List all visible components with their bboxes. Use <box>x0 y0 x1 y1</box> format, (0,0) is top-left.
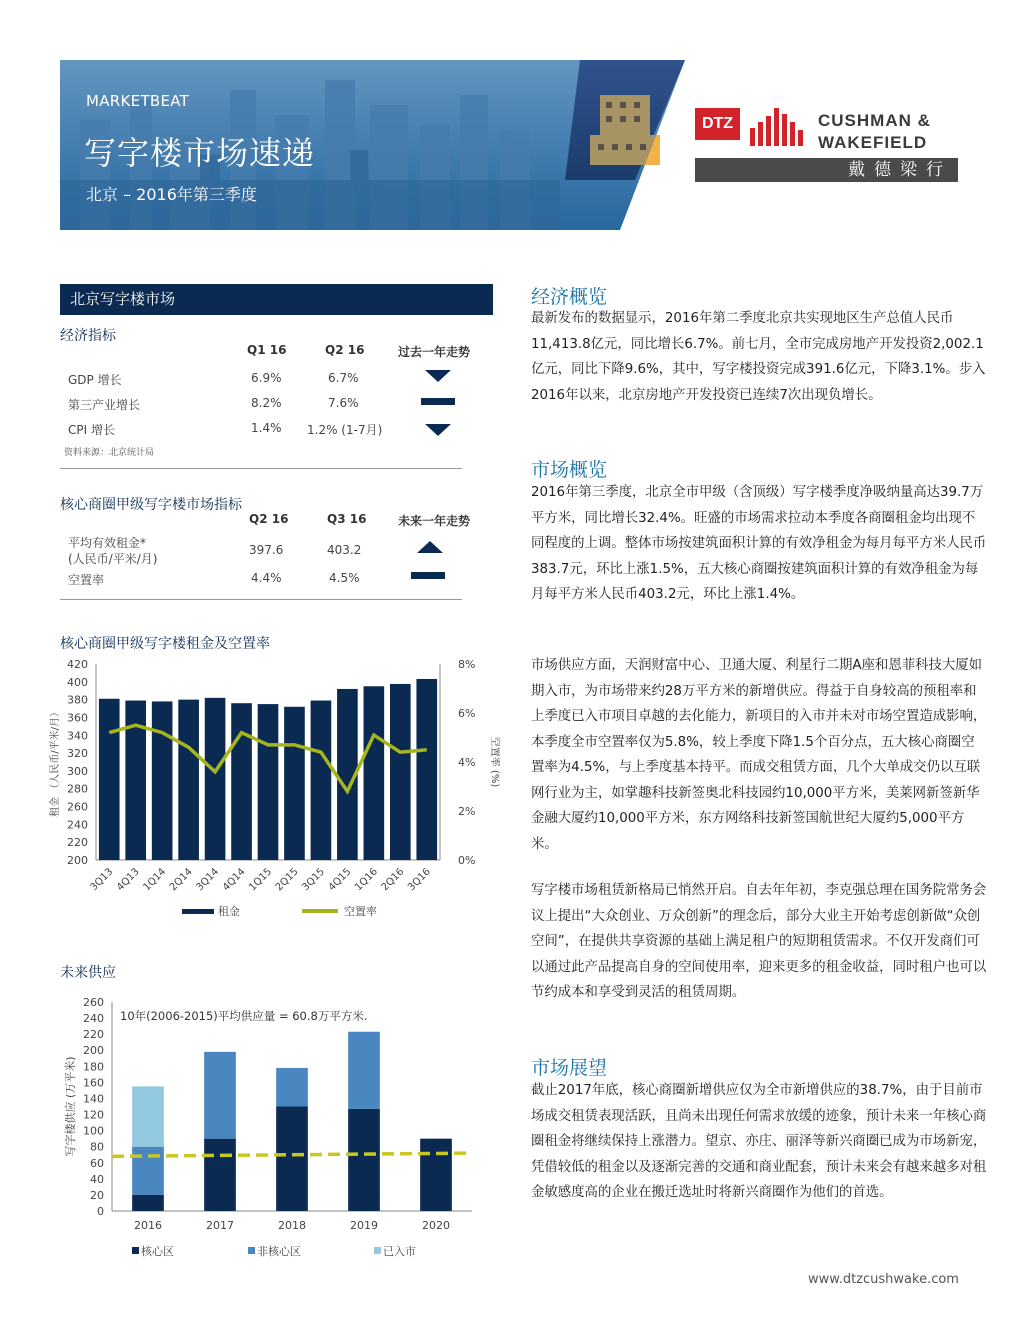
econ-row-label: 第三产业增长 <box>68 398 141 412</box>
rent-bar <box>311 701 332 860</box>
econ-row-label: GDP 增长 <box>68 373 122 387</box>
econ-row-v2: 1.2% (1-7月) <box>307 423 383 437</box>
supply-bar-segment <box>420 1139 452 1211</box>
rent-bar <box>205 698 226 860</box>
y-tick-label: 80 <box>90 1140 104 1154</box>
trend-down-icon <box>423 369 453 383</box>
trend-down-icon <box>423 423 453 437</box>
legend-label: 非核心区 <box>257 1245 301 1258</box>
x-tick-label: 3Q15 <box>300 866 328 894</box>
core-row-label: 空置率 <box>68 573 105 587</box>
rent-bar <box>99 699 120 860</box>
legend-label-rent: 租金 <box>218 905 240 918</box>
y-tick-label: 220 <box>83 1028 104 1042</box>
econ-row-v1: 6.9% <box>251 371 282 385</box>
y-tick-label: 420 <box>67 658 88 671</box>
econ-source: 资料来源：北京统计局 <box>64 448 155 458</box>
x-tick-label: 2019 <box>350 1219 378 1232</box>
header-accent <box>463 284 493 315</box>
supply-bar-segment <box>132 1147 164 1195</box>
x-tick-label: 2016 <box>134 1219 162 1232</box>
cushman-logo-icon <box>748 104 812 146</box>
y-tick-label: 120 <box>83 1108 104 1122</box>
y-tick-label: 320 <box>67 747 88 761</box>
x-tick-label: 1Q15 <box>247 866 275 894</box>
supply-chart-title: 未来供应 <box>60 965 116 981</box>
footer-url-link[interactable]: www.dtzcushwake.com <box>808 1272 959 1287</box>
dtz-logo: DTZ <box>695 108 740 140</box>
marketbeat-label: MARKETBEAT <box>86 92 190 110</box>
supply-bar-segment <box>132 1086 164 1146</box>
y-tick-label: 180 <box>83 1060 104 1074</box>
trend-flat-icon <box>421 397 457 407</box>
core-row-v2: 403.2 <box>327 543 362 557</box>
y2-tick-label: 8% <box>458 658 476 671</box>
beijing-office-market-header: 北京写字楼市场 <box>60 284 493 315</box>
core-header-q3: Q3 16 <box>327 512 367 526</box>
y-tick-label: 400 <box>67 675 88 689</box>
x-tick-label: 2Q15 <box>273 866 301 894</box>
divider <box>60 599 462 600</box>
legend-swatch <box>248 1247 255 1254</box>
supply-bar-segment <box>348 1032 380 1109</box>
rent-bar <box>231 703 252 860</box>
core-header-trend: 未来一年走势 <box>398 514 471 528</box>
y-tick-label: 360 <box>67 711 88 725</box>
y-axis-label: 写字楼供应 (万平米) <box>64 1056 77 1157</box>
y2-tick-label: 4% <box>458 756 476 769</box>
x-tick-label: 4Q14 <box>220 866 248 894</box>
supply-bar-segment <box>204 1139 236 1211</box>
cushman-wakefield-wordmark <box>818 110 931 154</box>
x-tick-label: 1Q14 <box>141 866 169 894</box>
legend-label: 核心区 <box>141 1245 174 1258</box>
econ-row-v2: 6.7% <box>328 371 359 385</box>
econ-indicators-title: 经济指标 <box>60 328 116 344</box>
y-tick-label: 300 <box>67 764 88 778</box>
core-row-v2: 4.5% <box>329 571 360 585</box>
econ-header-q1: Q1 16 <box>247 343 287 357</box>
market-overview-text-2: 市场供应方面，天润财富中心、卫通大厦、利星行二期A座和恩菲科技大厦如期入市，为市场带来约28万平方米的新增供应。得益于自身较高的预租率和上季度已入市项目卓越的去化能力，新项目的入市并未对市场空置造成影响，本季度全市空置率仅为5.8%，较上季度下降1.5个百分点，五大核心商圈空置率为4.5%，与上季度基本持平。而成交租赁方面，几个大单成交仍以互联网行业为主，如掌趣科技新签奥北科技园约10,000平方米，美莱网新签新华金融大厦约10,000平方米，东方网络科技新签国航世纪大厦约5,000平方米。 <box>531 658 987 852</box>
divider <box>60 468 462 469</box>
econ-header-trend: 过去一年走势 <box>398 345 471 359</box>
chinese-brand-name: 戴德梁行 <box>695 158 958 182</box>
legend-swatch <box>374 1247 381 1254</box>
rent-bar <box>416 679 437 860</box>
wordmark-line2: WAKEFIELD <box>818 133 928 152</box>
y-tick-label: 220 <box>67 836 88 850</box>
y-tick-label: 140 <box>83 1092 104 1106</box>
x-tick-label: 4Q13 <box>114 866 142 894</box>
legend-swatch-rent <box>182 909 214 914</box>
future-supply-chart <box>40 990 500 1270</box>
rent-bar <box>152 701 173 860</box>
market-overview-heading: 市场概览 <box>531 459 608 481</box>
y-tick-label: 280 <box>67 782 88 796</box>
page-subtitle: 北京 – 2016年第三季度 <box>86 185 257 204</box>
rent-bar <box>258 704 279 860</box>
core-header-q2: Q2 16 <box>249 512 289 526</box>
x-tick-label: 3Q16 <box>406 866 433 894</box>
rent-vacancy-chart <box>40 652 500 932</box>
econ-row-v1: 1.4% <box>251 421 282 435</box>
y-tick-label: 340 <box>67 729 88 743</box>
econ-overview-text: 最新发布的数据显示，2016年第二季度北京共实现地区生产总值人民币11,413.8亿元，同比增长6.7%。前七月，全市完成房地产开发投资2,002.1亿元，同比下降9.6%，其中，写字楼投资完成391.6亿元，下降3.1%。步入2016年以来，北京房地产开发投资已连续7次出现负增长。 <box>531 311 986 403</box>
y-tick-label: 240 <box>67 818 88 832</box>
y-tick-label: 200 <box>67 854 88 867</box>
x-tick-label: 2Q14 <box>167 866 195 894</box>
x-tick-label: 3Q14 <box>194 866 222 894</box>
econ-row-v2: 7.6% <box>328 396 359 410</box>
econ-overview-heading: 经济概览 <box>531 286 608 308</box>
x-tick-label: 1Q16 <box>353 866 380 894</box>
market-outlook-heading: 市场展望 <box>531 1057 608 1079</box>
rent-bar <box>364 686 385 860</box>
y2-tick-label: 0% <box>458 854 476 867</box>
supply-bar-segment <box>276 1068 308 1107</box>
y-tick-label: 260 <box>67 800 88 814</box>
y-tick-label: 60 <box>90 1156 104 1170</box>
y-tick-label: 20 <box>90 1188 104 1202</box>
y-tick-label: 200 <box>83 1044 104 1058</box>
core-indicators-title: 核心商圈甲级写字楼市场指标 <box>60 497 242 513</box>
y-tick-label: 0 <box>97 1205 104 1218</box>
rent-bar <box>178 700 199 860</box>
core-row-v1: 4.4% <box>251 571 282 585</box>
y-axis-label: 租金 （人民币/平米/月） <box>50 707 61 817</box>
y-tick-label: 240 <box>83 1012 104 1026</box>
y2-tick-label: 6% <box>458 707 476 720</box>
econ-row-v1: 8.2% <box>251 396 282 410</box>
market-outlook-text: 截止2017年底，核心商圈新增供应仅为全市新增供应的38.7%，由于目前市场成交租赁表现活跃，且尚未出现任何需求放缓的迹象，预计未来一年核心商圈租金将继续保持上涨潜力。望京、亦庄、丽泽等新兴商圈已成为市场新宠，凭借较低的租金以及逐渐完善的交通和商业配套，预计未来会有越来越多对租金敏感度高的企业在搬迁选址时将新兴商圈作为他们的首选。 <box>531 1083 987 1200</box>
y-tick-label: 160 <box>83 1076 104 1090</box>
trend-flat-icon <box>411 571 447 581</box>
average-annotation: 10年(2006-2015)平均供应量 = 60.8万平方米. <box>120 1009 368 1023</box>
trend-up-icon <box>415 540 445 554</box>
legend-label-vacancy: 空置率 <box>344 905 377 918</box>
legend-swatch <box>132 1247 139 1254</box>
y-tick-label: 100 <box>83 1124 104 1138</box>
econ-header-q2: Q2 16 <box>325 343 365 357</box>
y-tick-label: 40 <box>90 1172 104 1186</box>
supply-bar-segment <box>348 1109 380 1211</box>
legend-swatch-vacancy <box>302 909 338 913</box>
x-tick-label: 2017 <box>206 1219 234 1232</box>
x-tick-label: 4Q15 <box>326 866 354 894</box>
y2-axis-label: 空置率 (%) <box>489 736 500 788</box>
supply-bar-segment <box>276 1107 308 1212</box>
rent-bar <box>390 684 411 860</box>
y2-tick-label: 2% <box>458 805 476 818</box>
market-overview-text-1: 2016年第三季度，北京全市甲级（含顶级）写字楼季度净吸纳量高达39.7万平方米，同比增长32.4%。旺盛的市场需求拉动本季度各商圈租金均出现不同程度的上调。整体市场按建筑面积计算的有效净租金为每月每平方米人民币383.7元，环比上涨1.5%，五大核心商圈按建筑面积计算的有效净租金为每月每平方米人民币403.2元，环比上涨1.4%。 <box>531 485 987 602</box>
core-row-v1: 397.6 <box>249 543 284 557</box>
x-tick-label: 2018 <box>278 1219 306 1232</box>
x-tick-label: 3Q13 <box>88 866 116 894</box>
supply-bar-segment <box>204 1052 236 1139</box>
core-row-label: 平均有效租金* <box>68 536 147 550</box>
rent-bar <box>284 707 305 860</box>
x-tick-label: 2Q16 <box>379 866 407 894</box>
x-tick-label: 2020 <box>422 1219 450 1232</box>
legend-label: 已入市 <box>383 1245 416 1258</box>
rent-chart-title: 核心商圈甲级写字楼租金及空置率 <box>60 636 270 652</box>
y-tick-label: 380 <box>67 693 88 707</box>
supply-bar-segment <box>132 1195 164 1211</box>
core-row-unit: (人民币/平米/月) <box>68 552 158 566</box>
y-tick-label: 260 <box>83 996 104 1009</box>
econ-row-label: CPI 增长 <box>68 423 115 437</box>
market-overview-text-3: 写字楼市场租赁新格局已悄然开启。自去年年初，李克强总理在国务院常务会议上提出“大众创业、万众创新”的理念后，部分大业主开始考虑创新做“众创空间”，在提供共享资源的基础上满足租户的短期租赁需求。不仅开发商们可以通过此产品提高自身的空间使用率，迎来更多的租金收益，同时租户也可以节约成本和享受到灵活的租赁周期。 <box>531 883 987 1000</box>
wordmark-line1: CUSHMAN & <box>818 111 931 130</box>
page-title: 写字楼市场速递 <box>84 134 316 172</box>
